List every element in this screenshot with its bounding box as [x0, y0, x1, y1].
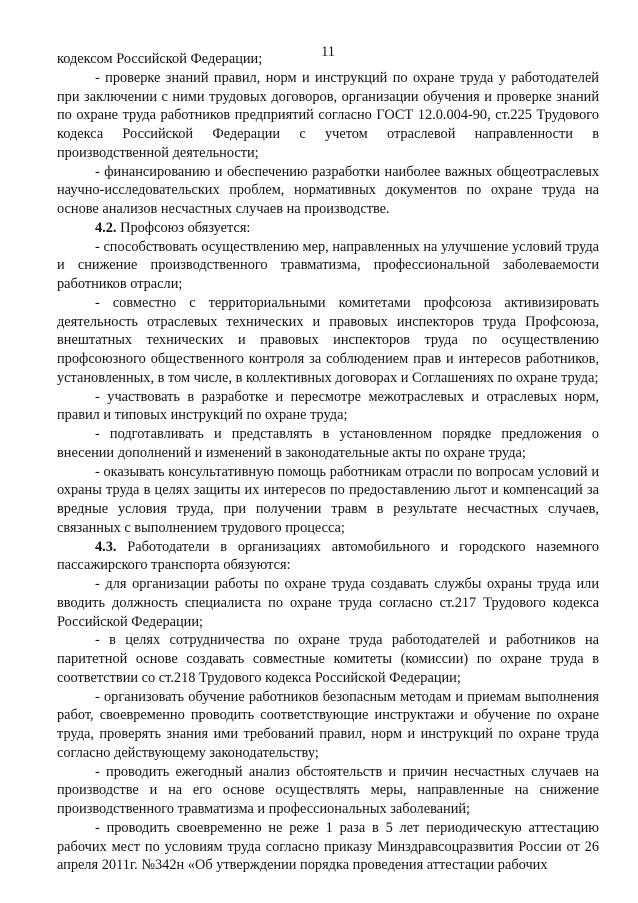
paragraph-text: - финансированию и обеспечению разработки наиболее важных общеотраслевых научно-исследовательских проблем, нормативных документов по охране труда на основе анализов несчастных случаев на производстве.	[57, 163, 599, 217]
paragraph-text: Профсоюз обязуется:	[116, 219, 251, 236]
paragraph-text: - для организации работы по охране труда создавать службы охраны труда или вводить должность специалиста по охране труда согласно ст.217 Трудового кодекса Российской Федерации;	[57, 576, 599, 630]
paragraph-text: - способствовать осуществлению мер, направленных на улучшение условий труда и снижение производственного травматизма, профессиональной заболеваемости работников отрасли;	[57, 238, 599, 292]
paragraph	[57, 631, 599, 687]
document-body	[57, 50, 599, 875]
page-number: 11	[321, 44, 335, 60]
section-number: 4.3.	[95, 538, 117, 555]
paragraph	[57, 425, 599, 463]
paragraph-text: - проверке знаний правил, норм и инструкций по охране труда у работодателей при заключении с ними трудовых договоров, организации обучения и проверке знаний по охране труда работников предприятий согласно ГОСТ 12.0.004-90, ст.225 Трудового кодекса Российской Федерации с учетом отраслевой направленности в производственной деятельности;	[57, 69, 599, 161]
paragraph	[57, 819, 599, 875]
paragraph	[57, 763, 599, 819]
paragraph	[57, 463, 599, 538]
paragraph-text: Работодатели в организациях автомобильного и городского наземного пассажирского транспорта обязуются:	[57, 538, 599, 574]
paragraph	[57, 50, 599, 69]
paragraph	[57, 219, 599, 238]
paragraph-text: - организовать обучение работников безопасным методам и приемам выполнения работ, своевременно проводить соответствующие инструктажи и обучение по охране труда, проверять знания ими требований правил, норм и инструкций по охране труда согласно действующему законодательству;	[57, 688, 599, 761]
section-number: 4.2.	[95, 219, 117, 236]
paragraph-text: - подготавливать и представлять в установленном порядке предложения о внесении дополнений и изменений в законодательные акты по охране труда;	[57, 426, 599, 461]
paragraph-text: - совместно с территориальными комитетами профсоюза активизировать деятельность отраслевых технических и правовых инспекторов труда Профсоюза, внештатных технических и правовых инспекторов труда по осуществлению профсоюзного общественного контроля за соблюдением прав и интересов работников, установленных, в том числе, в коллективных договорах и Соглашениях по охране труда;	[57, 294, 599, 386]
paragraph-text: - проводить своевременно не реже 1 раза в 5 лет периодическую аттестацию рабочих мест по условиям труда согласно приказу Минздравсоцразвития России от 26 апреля 2011г. №342н «Об утверждении порядка проведения аттестации рабочих	[57, 819, 599, 874]
paragraph	[57, 688, 599, 763]
paragraph	[57, 294, 599, 388]
paragraph	[57, 69, 599, 163]
paragraph-text: - в целях сотрудничества по охране труда работодателей и работников на паритетной основе создавать совместные комитеты (комиссии) по охране труда в соответствии со ст.218 Трудового кодекса Российской Федерации;	[57, 632, 599, 686]
paragraph	[57, 575, 599, 631]
paragraph-text: кодексом Российской Федерации;	[57, 51, 263, 67]
paragraph-text: - оказывать консультативную помощь работникам отрасли по вопросам условий и охраны труда в целях защиты их интересов по предоставлению льгот и компенсаций за вредные условия труда, при получении травм в результате несчастных случаев, связанных с выполнением трудового процесса;	[57, 463, 599, 536]
paragraph	[57, 163, 599, 219]
paragraph-text: - проводить ежегодный анализ обстоятельств и причин несчастных случаев на производстве и на его основе осуществлять меры, направленные на снижение производственного травматизма и профессиональных заболеваний;	[57, 763, 599, 817]
paragraph	[57, 238, 599, 294]
paragraph-text: - участвовать в разработке и пересмотре межотраслевых и отраслевых норм, правил и типовых инструкций по охране труда;	[57, 388, 599, 424]
paragraph	[57, 388, 599, 426]
paragraph	[57, 538, 599, 576]
